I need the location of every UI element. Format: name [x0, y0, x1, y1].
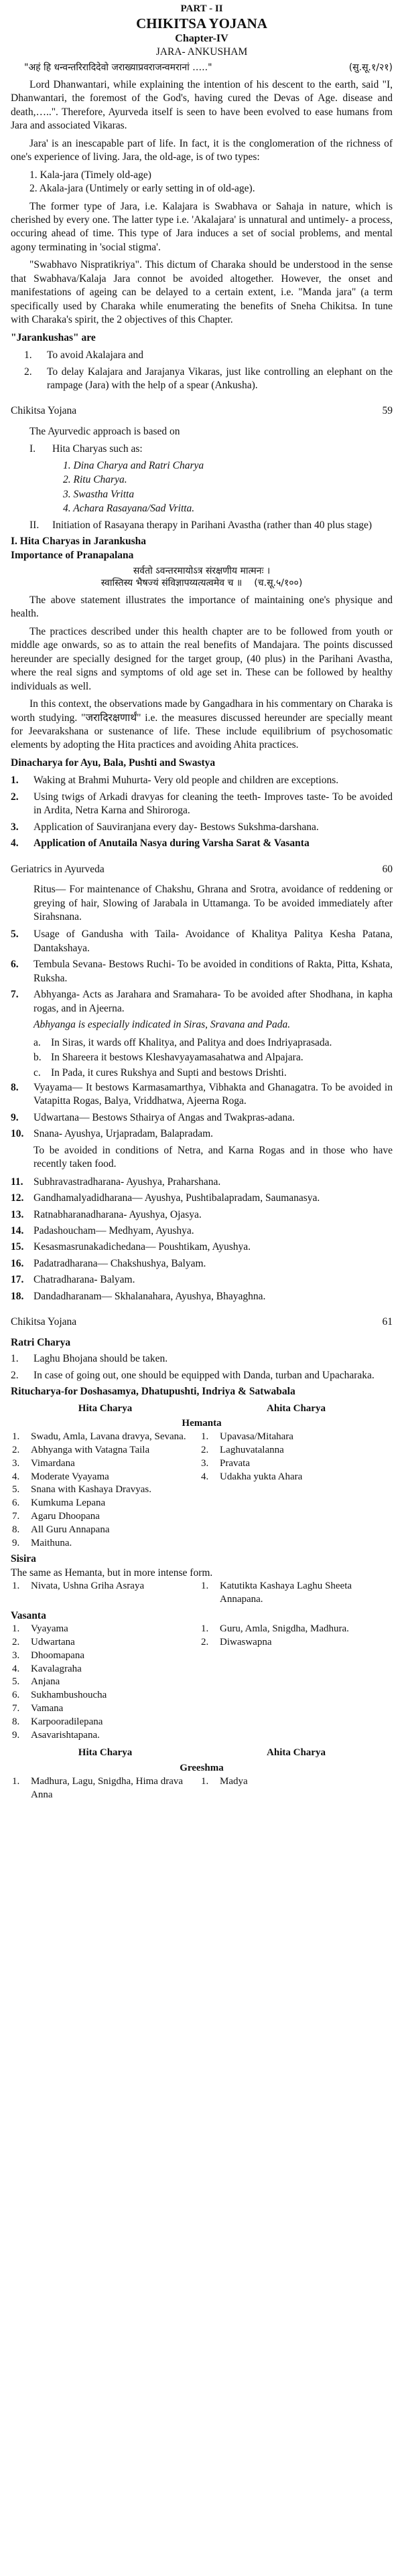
list-item: 1. To avoid Akalajara and [24, 349, 143, 361]
list-item: c. In Pada, it cures Rukshya and Supti and bestows Drishti. [34, 1066, 287, 1078]
part-label: PART - II [180, 3, 223, 14]
chapter-name: JARA- ANKUSHAM [155, 46, 248, 58]
running-header-title: Chikitsa Yojana [11, 1316, 77, 1328]
dinacharya-heading: Dinacharya for Ayu, Bala, Pushti and Swastya [11, 756, 216, 769]
table-row: 8. All Guru Annapana [12, 1524, 110, 1535]
page-number: 59 [382, 405, 393, 417]
approach-list-2 [29, 519, 393, 532]
ratri-heading: Ratri Charya [11, 1336, 71, 1348]
page-number: 61 [382, 1316, 393, 1328]
ratri-list [11, 1352, 393, 1382]
verse-block [11, 577, 393, 589]
table-row: 1. Vyayama 1. Guru, Amla, Snigdha, Madhura. [12, 1623, 349, 1635]
paragraph-swabhavo: "Swabhavo Nispratikriya". This dictum of Charaka should be understood in the sense that Swabhava/Kalaja Jara connot be avoided altogether. However, the onset and manifestations of ageing can be delayed to a certain extent, i.e. "Manda jara" (a term specifically used by Charaka while enumerating the benefits of Sneha Chikitsa. In tune with Charaka's spirit, the 2 objectives of this Chapter. [11, 259, 393, 326]
list-item: 4. Application of Anutaila Nasya during Varsha Sarat & Vasanta [11, 837, 310, 850]
verse-ref: (च.सू.५/१००) [254, 578, 303, 589]
table-row: 7. Agaru Dhoopana [12, 1510, 100, 1522]
column-header-hita: Hita Charya [78, 1402, 133, 1414]
table-row: 9. Asavarishtapana. [12, 1729, 100, 1741]
verse-ref: (सु.सू.१/२१) [348, 62, 393, 74]
sisira-note: The same as Hemanta, but in more intense form. [11, 1566, 213, 1579]
list-item: II. Initiation of Rasayana therapy in Parihani Avastha (rather than 40 plus stage) [29, 519, 373, 531]
season-hemanta: Hemanta [182, 1418, 222, 1429]
list-item: 4. Achara Rasayana/Sad Vritta. [63, 503, 195, 515]
column-header-ahita: Ahita Charya [267, 1402, 326, 1414]
table-header-row [11, 1400, 393, 1418]
list-item: 1. Waking at Brahmi Muhurta- Very old people and children are exceptions. [11, 775, 339, 787]
list-item: 2. Using twigs of Arkadi dravyas for cleaning the teeth- Improves taste- To be avoided in Ardita, Netra Karna and Shiroroga. [11, 791, 393, 817]
dinacharya-list-3 [11, 1081, 393, 1141]
table-row: 6. Sukhambushoucha [12, 1690, 107, 1701]
table-row: 7. Vamana [12, 1703, 64, 1714]
table-row: 1. Madhura, Lagu, Snigdha, Hima drava Anna 1. Madya [12, 1776, 248, 1800]
table-row: 3. Dhoomapana [12, 1649, 84, 1661]
season-sisira: Sisira [11, 1553, 36, 1565]
list-item: 2. In case of going out, one should be equipped with Danda, turban and Upacharaka. [11, 1369, 375, 1381]
verse-block [24, 62, 393, 74]
approach-intro: The Ayurvedic approach is based on [29, 425, 180, 437]
running-header [11, 1315, 393, 1329]
ritucharya-table-1 [11, 1400, 393, 1550]
ritucharya-heading: Ritucharya-for Doshasamya, Dhatupushti, Indriya & Satwabala [11, 1386, 295, 1398]
list-item: 15. Kesasmasrunakadichedana— Poushtikam, Ayushya. [11, 1241, 251, 1253]
table-row: 3. Vimardana 3. Pravata [12, 1457, 250, 1469]
list-item: 16. Padatradharana— Chakshushya, Balyam. [11, 1257, 206, 1269]
page-title: CHIKITSA YOJANA [136, 15, 267, 31]
running-header-title: Chikitsa Yojana [11, 405, 77, 417]
list-item: 1. Dina Charya and Ratri Charya [63, 459, 204, 471]
ritus-paragraph: Ritus— For maintenance of Chakshu, Ghrana and Srotra, avoidance of reddening or greying of hair, Slowing of Jarabala in Uttamanga. To be avoided immediately after Sirahsnana. [34, 884, 393, 922]
list-item: 13. Ratnabharanadharana- Ayushya, Ojasya. [11, 1208, 202, 1220]
season-vasanta: Vasanta [11, 1609, 46, 1621]
paragraph: In this context, the observations made by Gangadhara in his commentary on Charaka is worth studying. "जरादिरक्षणार्थं" i.e. the measures discussed hereunder are specially meant for Jeevarakshana or sustenance of life. These include equilibrium of psychosomatic elements by adopting the Hita practices and avoiding Ahita practices. [11, 698, 393, 751]
column-header-ahita: Ahita Charya [267, 1747, 326, 1759]
jara-types-list [29, 169, 393, 196]
ritucharya-table-vasanta [11, 1623, 393, 1742]
list-item: 18. Dandadharanam— Skhalanahara, Ayushya, Bhayaghna. [11, 1290, 266, 1302]
table-row: 1. Nivata, Ushna Griha Asraya 1. Katutikta Kashaya Laghu Sheeta Annapana. [12, 1581, 352, 1605]
verse-line: सर्वतो ऽवन्तरमायोऽत्र संरक्षणीय मात्मनः । [133, 565, 271, 576]
table-row: 1. Swadu, Amla, Lavana dravya, Sevana. 1. Upavasa/Mitahara [12, 1431, 293, 1443]
list-item: 10. Snana- Ayushya, Urjapradam, Balapradam. [11, 1128, 214, 1140]
list-item: 7. Abhyanga- Acts as Jarahara and Sramahara- To be avoided after Shodhana, in kapha rogas, and in Ajeerna. [11, 989, 393, 1014]
column-header-hita: Hita Charya [78, 1747, 133, 1759]
list-item: 17. Chatradharana- Balyam. [11, 1274, 135, 1286]
list-item: 3. Swastha Vritta [63, 488, 135, 500]
objectives-list [24, 349, 393, 392]
list-item: 3. Application of Sauviranjana every day- Bestows Sukshma-darshana. [11, 821, 319, 833]
table-row: 9. Maithuna. [12, 1537, 72, 1548]
running-header-title: Geriatrics in Ayurveda [11, 863, 105, 875]
list-item: 14. Padashoucham— Medhyam, Ayushya. [11, 1225, 194, 1237]
paragraph: The practices described under this health chapter are to be followed from youth or middle age onwards, so as to attain the real benefits of Mandajara. The points discussed hereunder are specially designed for the target group, (40 plus) in the Parihani Avastha, where the real signs and symptoms of old age set in. These can be followed by healthy individuals as well. [11, 625, 393, 692]
approach-list [29, 442, 393, 456]
list-item: 9. Udwartana— Bestows Sthairya of Angas and Twakpras-adana. [11, 1111, 295, 1123]
chapter-label: Chapter-IV [175, 32, 228, 44]
jarankushas-heading: "Jarankushas" are [11, 331, 96, 343]
dinacharya-list-2 [11, 928, 393, 1016]
running-header [11, 863, 393, 876]
section-heading: I. Hita Charyas in Jarankusha [11, 536, 146, 548]
table-row: 6. Kumkuma Lepana [12, 1498, 106, 1509]
list-item: 2. Akala-jara (Untimely or early setting in of old-age). [29, 183, 255, 195]
table-row: 4. Kavalagraha [12, 1663, 82, 1674]
table-header-row [11, 1745, 393, 1762]
paragraph-kalajara: The former type of Jara, i.e. Kalajara is Swabhava or Sahaja in nature, which is cherished by every one. The latter type i.e. 'Akalajara' is unnatural and untimely- a process, occuring ahead of time. This type of Jara induces a set of social problems, and mental agony terminating in 'social stigma'. [11, 200, 393, 253]
dinacharya-list [11, 774, 393, 850]
list-item: 8. Vyayama— It bestows Karmasamarthya, Vibhakta and Ghanagatra. To be avoided in Vatapitta Rogas, Balya, Vriddhatwa, Ajeerna Roga. [11, 1081, 393, 1107]
paragraph-jara: Jara' is an inescapable part of life. In fact, it is the conglomeration of the richness of one's experience of living. Jara, the old-age, is of two types: [11, 137, 393, 163]
list-item: 12. Gandhamalyadidharana— Ayushya, Pushtibalapradam, Saumanasya. [11, 1192, 320, 1204]
season-greeshma: Greeshma [180, 1763, 224, 1774]
table-row: 2. Udwartana 2. Diwaswapna [12, 1637, 272, 1648]
list-item: b. In Shareera it bestows Kleshavyayamasahatwa and Alpajara. [34, 1052, 304, 1064]
list-item: I. Hita Charyas such as: [29, 443, 143, 455]
abhyanga-sublist [34, 1036, 393, 1080]
list-item: 1. Laghu Bhojana should be taken. [11, 1353, 168, 1365]
paragraph-dhanwantari: Lord Dhanwantari, while explaining the intention of his descent to the earth, said "I, Dhanwantari, the foremost of the God's, having cured the Devas of Age. disease and death,…..". Therefore, Ayurveda itself is seen to have been evolved to ease humans from Jara and associated Vikaras. [11, 78, 393, 132]
table-row: 4. Moderate Vyayama 4. Udakha yukta Ahara [12, 1471, 303, 1482]
paragraph: The above statement illustrates the importance of maintaining one's physique and health. [11, 594, 393, 620]
list-item: 11. Subhravastradharana- Ayushya, Praharshana. [11, 1176, 221, 1188]
hita-charya-list [63, 459, 393, 516]
list-item: 2. To delay Kalajara and Jarajanya Vikaras, just like controlling an elephant on the rampage (Jara) with the help of a spear (Ankusha). [24, 366, 393, 391]
list-item: 2. Ritu Charya. [63, 474, 127, 486]
running-header [11, 404, 393, 418]
verse-line: स्वास्तिस्य भैषज्यं संविज्ञापय्यत्यत्वमेव च ॥ [100, 578, 243, 589]
list-item: 5. Usage of Gandusha with Taila- Avoidance of Khalitya Palitya Kesha Patana, Dantakshaya. [11, 929, 393, 954]
list-item: 1. Kala-jara (Timely old-age) [29, 169, 151, 181]
list-item: 6. Tembula Sevana- Bestows Ruchi- To be avoided in conditions of Rakta, Pitta, Kshata, Ruksha. [11, 959, 393, 984]
table-row: 2. Abhyanga with Vatagna Taila 2. Laghuvatalanna [12, 1444, 284, 1455]
table-row: 5. Snana with Kashaya Dravyas. [12, 1484, 151, 1496]
page-number: 60 [382, 863, 393, 875]
table-row: 8. Karpooradilepana [12, 1716, 103, 1727]
dinacharya-list-4 [11, 1176, 393, 1304]
section-subheading: Importance of Pranapalana [11, 549, 134, 561]
list-item: a. In Siras, it wards off Khalitya, and Palitya and does Indriyaprasada. [34, 1036, 332, 1048]
snana-note: To be avoided in conditions of Netra, and Karna Rogas and in those who have recently taken food. [34, 1144, 393, 1170]
ritucharya-table-2 [11, 1745, 393, 1801]
table-row: 5. Anjana [12, 1676, 60, 1688]
ritucharya-table-sisira [11, 1580, 393, 1607]
abhyanga-note: Abhyanga is especially indicated in Siras, Sravana and Pada. [34, 1019, 291, 1031]
verse-text: "अहं हि धन्वन्तरिरादिदेवो जराख्याप्रवराजन्वमरानां ….." [24, 62, 212, 74]
